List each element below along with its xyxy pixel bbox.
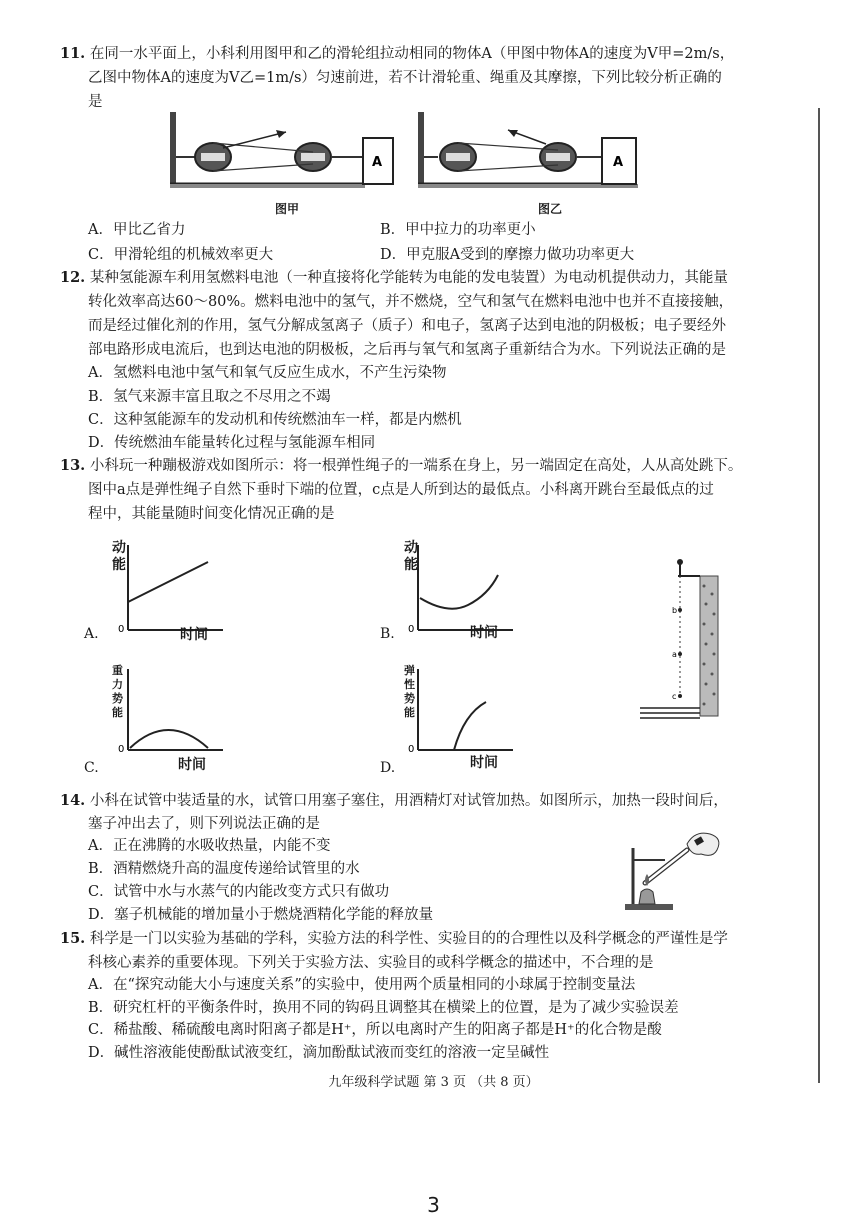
pulley-diagram-right <box>418 112 638 188</box>
stand-base <box>625 904 673 910</box>
graph-a-label[interactable]: A. <box>84 626 99 642</box>
q11-line3: 是 <box>88 94 103 110</box>
graph-d-curve <box>454 702 486 750</box>
graph-d-label[interactable]: D. <box>380 760 396 776</box>
alcohol-lamp <box>639 889 655 904</box>
q12-option-d[interactable]: D．传统燃油车能量转化过程与氢能源车相同 <box>88 435 376 451</box>
block-a-left-label: A <box>372 155 383 170</box>
q14-option-a[interactable]: A．正在沸腾的水吸收热量，内能不变 <box>88 838 331 854</box>
q15-option-c[interactable]: C．稀盐酸、稀硫酸电离时阳离子都是H⁺，所以电离时产生的阳离子都是H⁺的化合物是酸 <box>88 1022 662 1038</box>
q12-line3: 而是经过催化剂的作用，氢气分解成氢离子（质子）和电子，氢离子达到电池的阴极板；电子要经外 <box>88 318 726 334</box>
graph-c-label[interactable]: C. <box>84 760 99 776</box>
steam-cloud-icon <box>687 833 719 855</box>
graph-a-ylabel: 动能 <box>112 540 126 573</box>
graph-b-curve <box>420 575 498 609</box>
graph-c <box>108 664 228 764</box>
graph-c-curve <box>130 730 208 748</box>
graph-c-origin: 0 <box>118 744 125 755</box>
q12-line4: 部电路形成电流后，也到达电池的阴极板，之后再与氧气和氢离子重新结合为水。下列说法正确的是 <box>88 342 726 358</box>
q13-line2: 图中a点是弹性绳子自然下垂时下端的位置，c点是人所到达的最低点。小科离开跳台至最低点的过 <box>88 482 714 498</box>
q11-line1: 11. 在同一水平面上，小科利用图甲和乙的滑轮组拉动相同的物体A（甲图中物体A的速度为V甲=2m/s， <box>60 45 735 62</box>
q13-line1: 13. 小科玩一种蹦极游戏如图所示：将一根弹性绳子的一端系在身上，另一端固定在高处，人从高处跳下。 <box>60 457 743 474</box>
graph-a-origin: 0 <box>118 624 125 635</box>
q12-number: 12. <box>60 269 86 286</box>
q11-option-a[interactable]: A．甲比乙省力 <box>88 222 186 238</box>
block-a-right-label: A <box>613 155 624 170</box>
point-a: a <box>672 650 677 659</box>
q15-option-b[interactable]: B．研究杠杆的平衡条件时，换用不同的钩码且调整其在横梁上的位置，是为了减少实验误差 <box>88 1000 679 1016</box>
q14-line2: 塞子冲出去了，则下列说法正确的是 <box>88 816 320 832</box>
q14-line1: 14. 小科在试管中装适量的水，试管口用塞子塞住，用酒精灯对试管加热。如图所示，加热一段时间后， <box>60 792 728 809</box>
graph-b-xlabel: 时间 <box>470 625 498 641</box>
pulley-diagrams <box>168 110 648 190</box>
margin-line <box>818 108 820 1083</box>
caption-right: 图乙 <box>538 202 563 216</box>
q12-option-b[interactable]: B．氢气来源丰富且取之不尽用之不竭 <box>88 389 331 405</box>
graph-b-ylabel: 动能 <box>404 540 418 573</box>
q13-number: 13. <box>60 457 86 474</box>
bungee-illustration <box>640 558 730 728</box>
page-footer: 九年级科学试题 第 3 页 （共 8 页） <box>328 1075 539 1090</box>
graph-d-ylabel: 弹性势能 <box>404 664 415 719</box>
q15-number: 15. <box>60 930 86 947</box>
graph-d-origin: 0 <box>408 744 415 755</box>
q14-option-c[interactable]: C．试管中水与水蒸气的内能改变方式只有做功 <box>88 884 390 900</box>
q12-option-c[interactable]: C．这种氢能源车的发动机和传统燃油车一样，都是内燃机 <box>88 412 462 428</box>
q11-option-c[interactable]: C．甲滑轮组的机械效率更大 <box>88 247 274 263</box>
q15-option-d[interactable]: D．碱性溶液能使酚酞试液变红，滴加酚酞试液而变红的溶液一定呈碱性 <box>88 1045 550 1061</box>
graph-c-xlabel: 时间 <box>178 757 206 773</box>
q11-option-b[interactable]: B．甲中拉力的功率更小 <box>380 222 536 238</box>
q11-option-d[interactable]: D．甲克服A受到的摩擦力做功功率更大 <box>380 247 635 263</box>
q12-line2: 转化效率高达60～80%。燃料电池中的氢气，并不燃烧，空气和氢气在燃料电池中也并不直接接触， <box>88 294 734 310</box>
q12-line1: 12. 某种氢能源车利用氢燃料电池（一种直接将化学能转为电能的发电装置）为电动机提供动力，其能量 <box>60 269 728 286</box>
graph-b-origin: 0 <box>408 624 415 635</box>
q15-line2: 科核心素养的重要体现。下列关于实验方法、实验目的或科学概念的描述中，不合理的是 <box>88 955 654 971</box>
point-b: b <box>672 606 678 615</box>
q11-number: 11. <box>60 45 86 62</box>
q14-number: 14. <box>60 792 86 809</box>
graph-a-xlabel: 时间 <box>180 627 208 643</box>
graph-c-ylabel: 重力势能 <box>112 664 123 719</box>
q11-line2: 乙图中物体A的速度为V乙=1m/s）匀速前进，若不计滑轮重、绳重及其摩擦，下列比较分析正确的 <box>88 70 722 86</box>
graph-d-xlabel: 时间 <box>470 755 498 771</box>
q15-line1: 15. 科学是一门以实验为基础的学科，实验方法的科学性、实验目的的合理性以及科学概念的严谨性是学 <box>60 930 728 947</box>
q14-option-d[interactable]: D．塞子机械能的增加量小于燃烧酒精化学能的释放量 <box>88 907 434 923</box>
q13-line3: 程中，其能量随时间变化情况正确的是 <box>88 506 335 522</box>
page-number: 3 <box>427 1193 440 1217</box>
q15-option-a[interactable]: A．在“探究动能大小与速度关系”的实验中，使用两个质量相同的小球属于控制变量法 <box>88 977 636 993</box>
caption-left: 图甲 <box>275 202 300 216</box>
point-c: c <box>672 692 677 701</box>
pulley-diagram-left <box>170 112 393 188</box>
graph-a-curve <box>128 562 208 602</box>
graph-b-label[interactable]: B. <box>380 626 395 642</box>
test-tube-apparatus <box>615 828 725 913</box>
q14-option-b[interactable]: B．酒精燃烧升高的温度传递给试管里的水 <box>88 861 360 877</box>
q12-option-a[interactable]: A．氢燃料电池中氢气和氧气反应生成水，不产生污染物 <box>88 365 447 381</box>
